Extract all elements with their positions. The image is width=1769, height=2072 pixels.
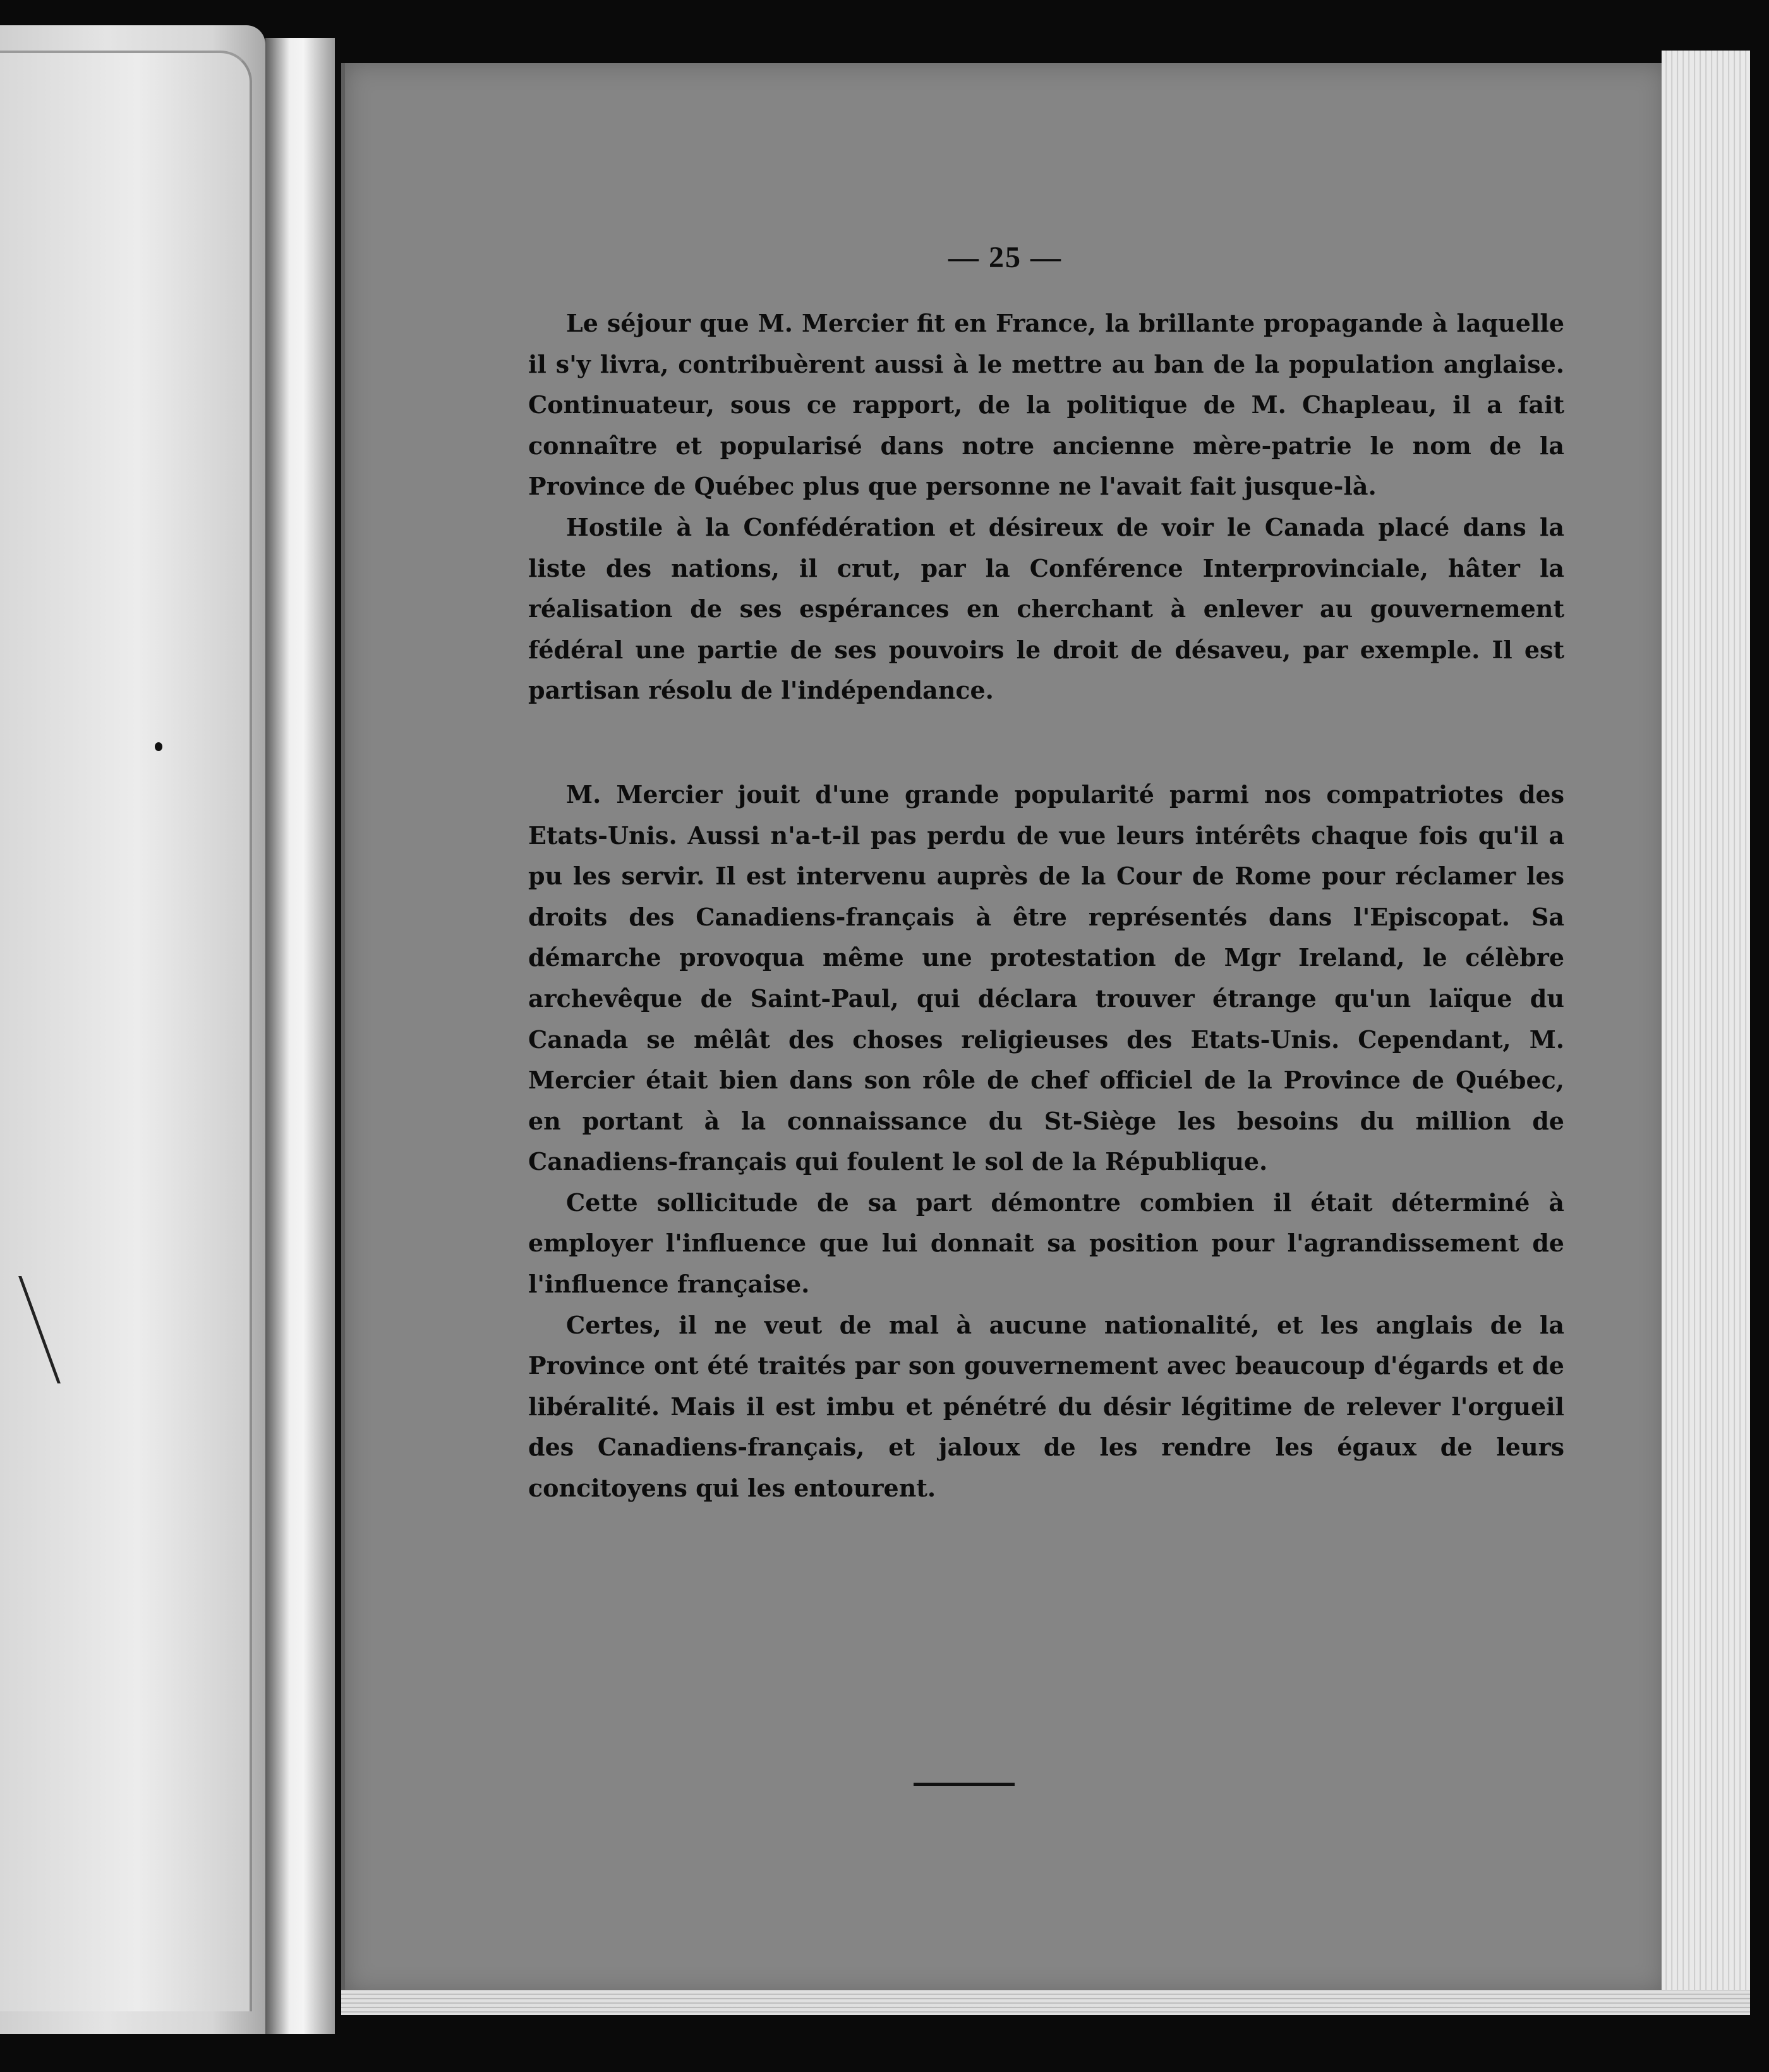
paragraph-4: Cette sollicitude de sa part démontre combien il était déterminé à employer l'influence que lui donnait sa position pour l'agrandissement de l'influence française. bbox=[528, 1188, 1564, 1299]
left-page-inner bbox=[0, 51, 252, 2011]
page-body bbox=[528, 303, 1564, 1509]
paragraph-3: M. Mercier jouit d'une grande popularité parmi nos compatriotes des Etats-Unis. Aussi n'a-t-il pas perdu de vue leurs intérêts chaque fois qu'il a pu les servir. Il est intervenu auprès de la Cour de Rome pour réclamer les droits des Canadiens-français à être représentés dans l'Episcopat. Sa démarche provoqua même une protestation de Mgr Ireland, le célèbre archevêque de Saint-Paul, qui déclara trouver étrange qu'un laïque du Canada se mêlât des choses religieuses des Etats-Unis. Cependant, M. Mercier était bien dans son rôle de chef officiel de la Province de Québec, en portant à la connaissance du St-Siège les besoins du million de Canadiens-français qui foulent le sol de la République. bbox=[528, 780, 1564, 1176]
left-facing-page bbox=[0, 25, 265, 2034]
paragraph-5: Certes, il ne veut de mal à aucune nationalité, et les anglais de la Province ont été traités par son gouvernement avec beaucoup d'égards et de libéralité. Mais il est imbu et pénétré du désir légitime de relever l'orgueil des Canadiens-français, et jaloux de les rendre les égaux de leurs concitoyens qui les entourent. bbox=[528, 1310, 1564, 1503]
end-rule bbox=[914, 1783, 1015, 1786]
page-edges-bottom bbox=[341, 1990, 1750, 2015]
page-edges-right bbox=[1662, 51, 1750, 2009]
paragraph-2: Hostile à la Confédération et désireux de voir le Canada placé dans la liste des nations, il crut, par la Conférence Interprovinciale, hâter la réalisation de ses espérances en cherchant à enlever au gouvernement fédéral une partie de ses pouvoirs le droit de désaveu, par exemple. Il est partisan résolu de l'indépendance. bbox=[528, 512, 1564, 705]
book-page bbox=[341, 63, 1665, 1993]
book-gutter bbox=[265, 38, 335, 2034]
page-number: — 25 — bbox=[948, 241, 1062, 274]
left-page-speck bbox=[155, 742, 162, 751]
paragraph-1: Le séjour que M. Mercier fit en France, la brillante propagande à laquelle il s'y livra, contribuèrent aussi à le mettre au ban de la population anglaise. Continuateur, sous ce rapport, de la politique de M. Chapleau, il a fait connaître et popularisé dans notre ancienne mère-patrie le nom de la Province de Québec plus que personne ne l'avait fait jusque-là. bbox=[528, 309, 1564, 501]
